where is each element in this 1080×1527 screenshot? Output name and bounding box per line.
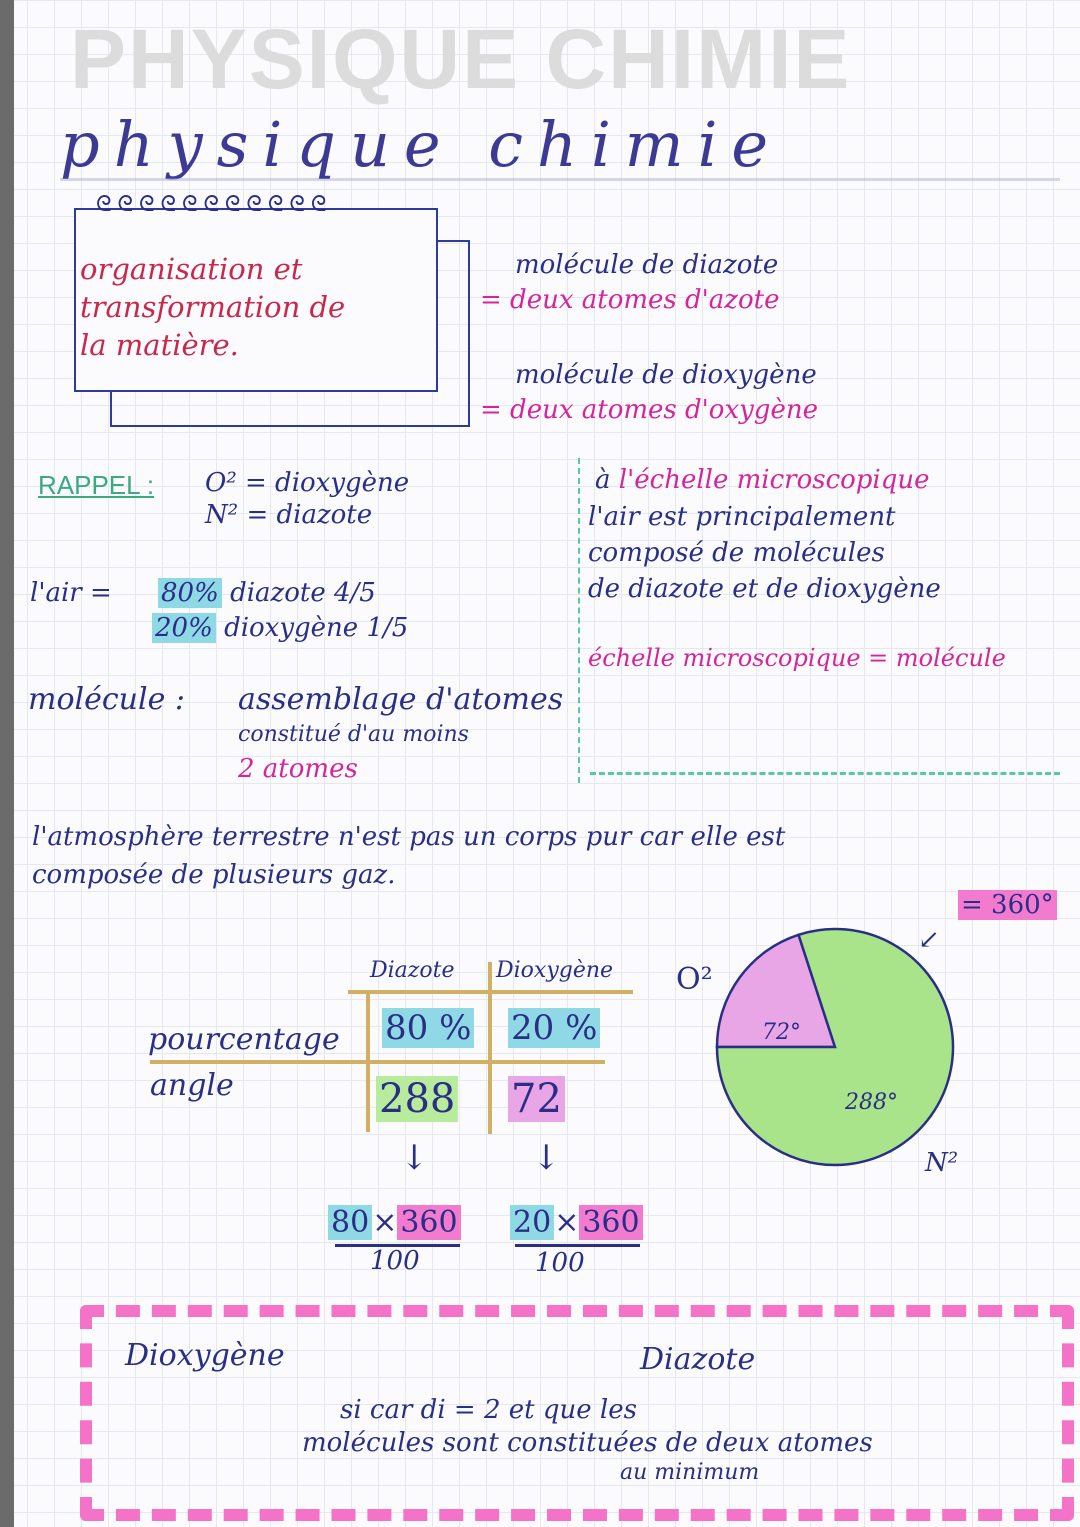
atmosphere-line: l'atmosphère terrestre n'est pas un corps pur car elle est [32,822,786,852]
slice-label: 72° [762,1020,801,1045]
atmosphere-line: composée de plusieurs gaz. [32,860,396,890]
row-label: pourcentage [148,1022,340,1057]
def-equals: = deux atomes d'azote [480,285,780,315]
bottom-right-title: Diazote [640,1342,756,1377]
table-rule [488,962,492,1134]
arrow-down-icon: ↓ [532,1138,561,1178]
table-header: Dioxygène [496,958,614,983]
micro-lead: à [595,465,611,495]
rappel-label: RAPPEL : [38,470,155,500]
calc-num: 360 [579,1205,642,1240]
air-gas: dioxygène 1/5 [224,613,409,643]
bottom-line: si car di = 2 et que les [340,1395,637,1425]
air-pct: 20% [152,613,216,643]
notebook-front [74,192,438,392]
cell: 72 [508,1076,565,1122]
def-subject: molécule de dioxygène [515,360,817,390]
title-outline: PHYSIQUE CHIMIE [70,12,852,106]
arrow-down-icon: ↓ [400,1138,429,1178]
divider-horizontal [590,772,1060,775]
title-script: physique chimie [60,108,783,181]
table-rule [150,1060,605,1064]
calc-num: 20 [510,1205,554,1240]
def-equals: = deux atomes d'oxygène [480,395,818,425]
o2-label: O² [676,962,713,997]
rappel-line: O² = dioxygène [205,468,410,498]
calc-op: × [554,1205,580,1240]
micro-lead-pink: l'échelle microscopique [618,465,930,495]
rappel-line: N² = diazote [205,500,373,530]
calc-den: 100 [370,1246,420,1276]
fraction-bar [515,1244,640,1247]
box-line: organisation et [80,252,303,286]
box-line: transformation de [80,290,346,324]
cell: 80 % [382,1008,474,1048]
air-pct: 80% [158,578,222,608]
cell: 20 % [508,1008,600,1048]
bottom-line: molécules sont constituées de deux atomes [302,1428,873,1458]
table-header: Diazote [370,958,455,983]
table-rule [366,990,370,1132]
calc-op: × [372,1205,398,1240]
pie-chart [705,925,965,1175]
calc-den: 100 [535,1248,585,1278]
calc-num: 360 [397,1205,460,1240]
micro-summary: échelle microscopique = molécule [588,644,1006,672]
n2-label: N² [925,1148,959,1178]
title-underline [60,178,1060,181]
air-prefix: l'air = [30,578,112,608]
molecule-line: assemblage d'atomes [238,682,564,717]
row-label: angle [150,1068,234,1103]
divider-vertical [578,458,580,783]
calc-num: 80 [328,1205,372,1240]
micro-line: de diazote et de dioxygène [588,574,941,604]
molecule-line: constitué d'au moins [238,722,469,747]
spiral-rings-icon: ᘓᘓᘓᘓᘓᘓᘓᘓᘓᘓᘓ [96,192,333,217]
arrow-icon: ↙ [918,925,940,955]
total-angle-label: = 360° [958,890,1057,920]
bottom-line: au minimum [620,1460,760,1485]
molecule-term: molécule : [28,682,185,717]
molecule-highlight: 2 atomes [238,754,358,784]
bottom-left-title: Dioxygène [125,1338,285,1373]
micro-line: composé de molécules [588,538,885,568]
air-gas: diazote 4/5 [230,578,376,608]
micro-line: l'air est principalement [588,502,896,532]
def-subject: molécule de diazote [515,250,779,280]
box-line: la matière. [80,328,239,362]
slice-label: 288° [845,1090,898,1115]
cell: 288 [376,1076,458,1122]
